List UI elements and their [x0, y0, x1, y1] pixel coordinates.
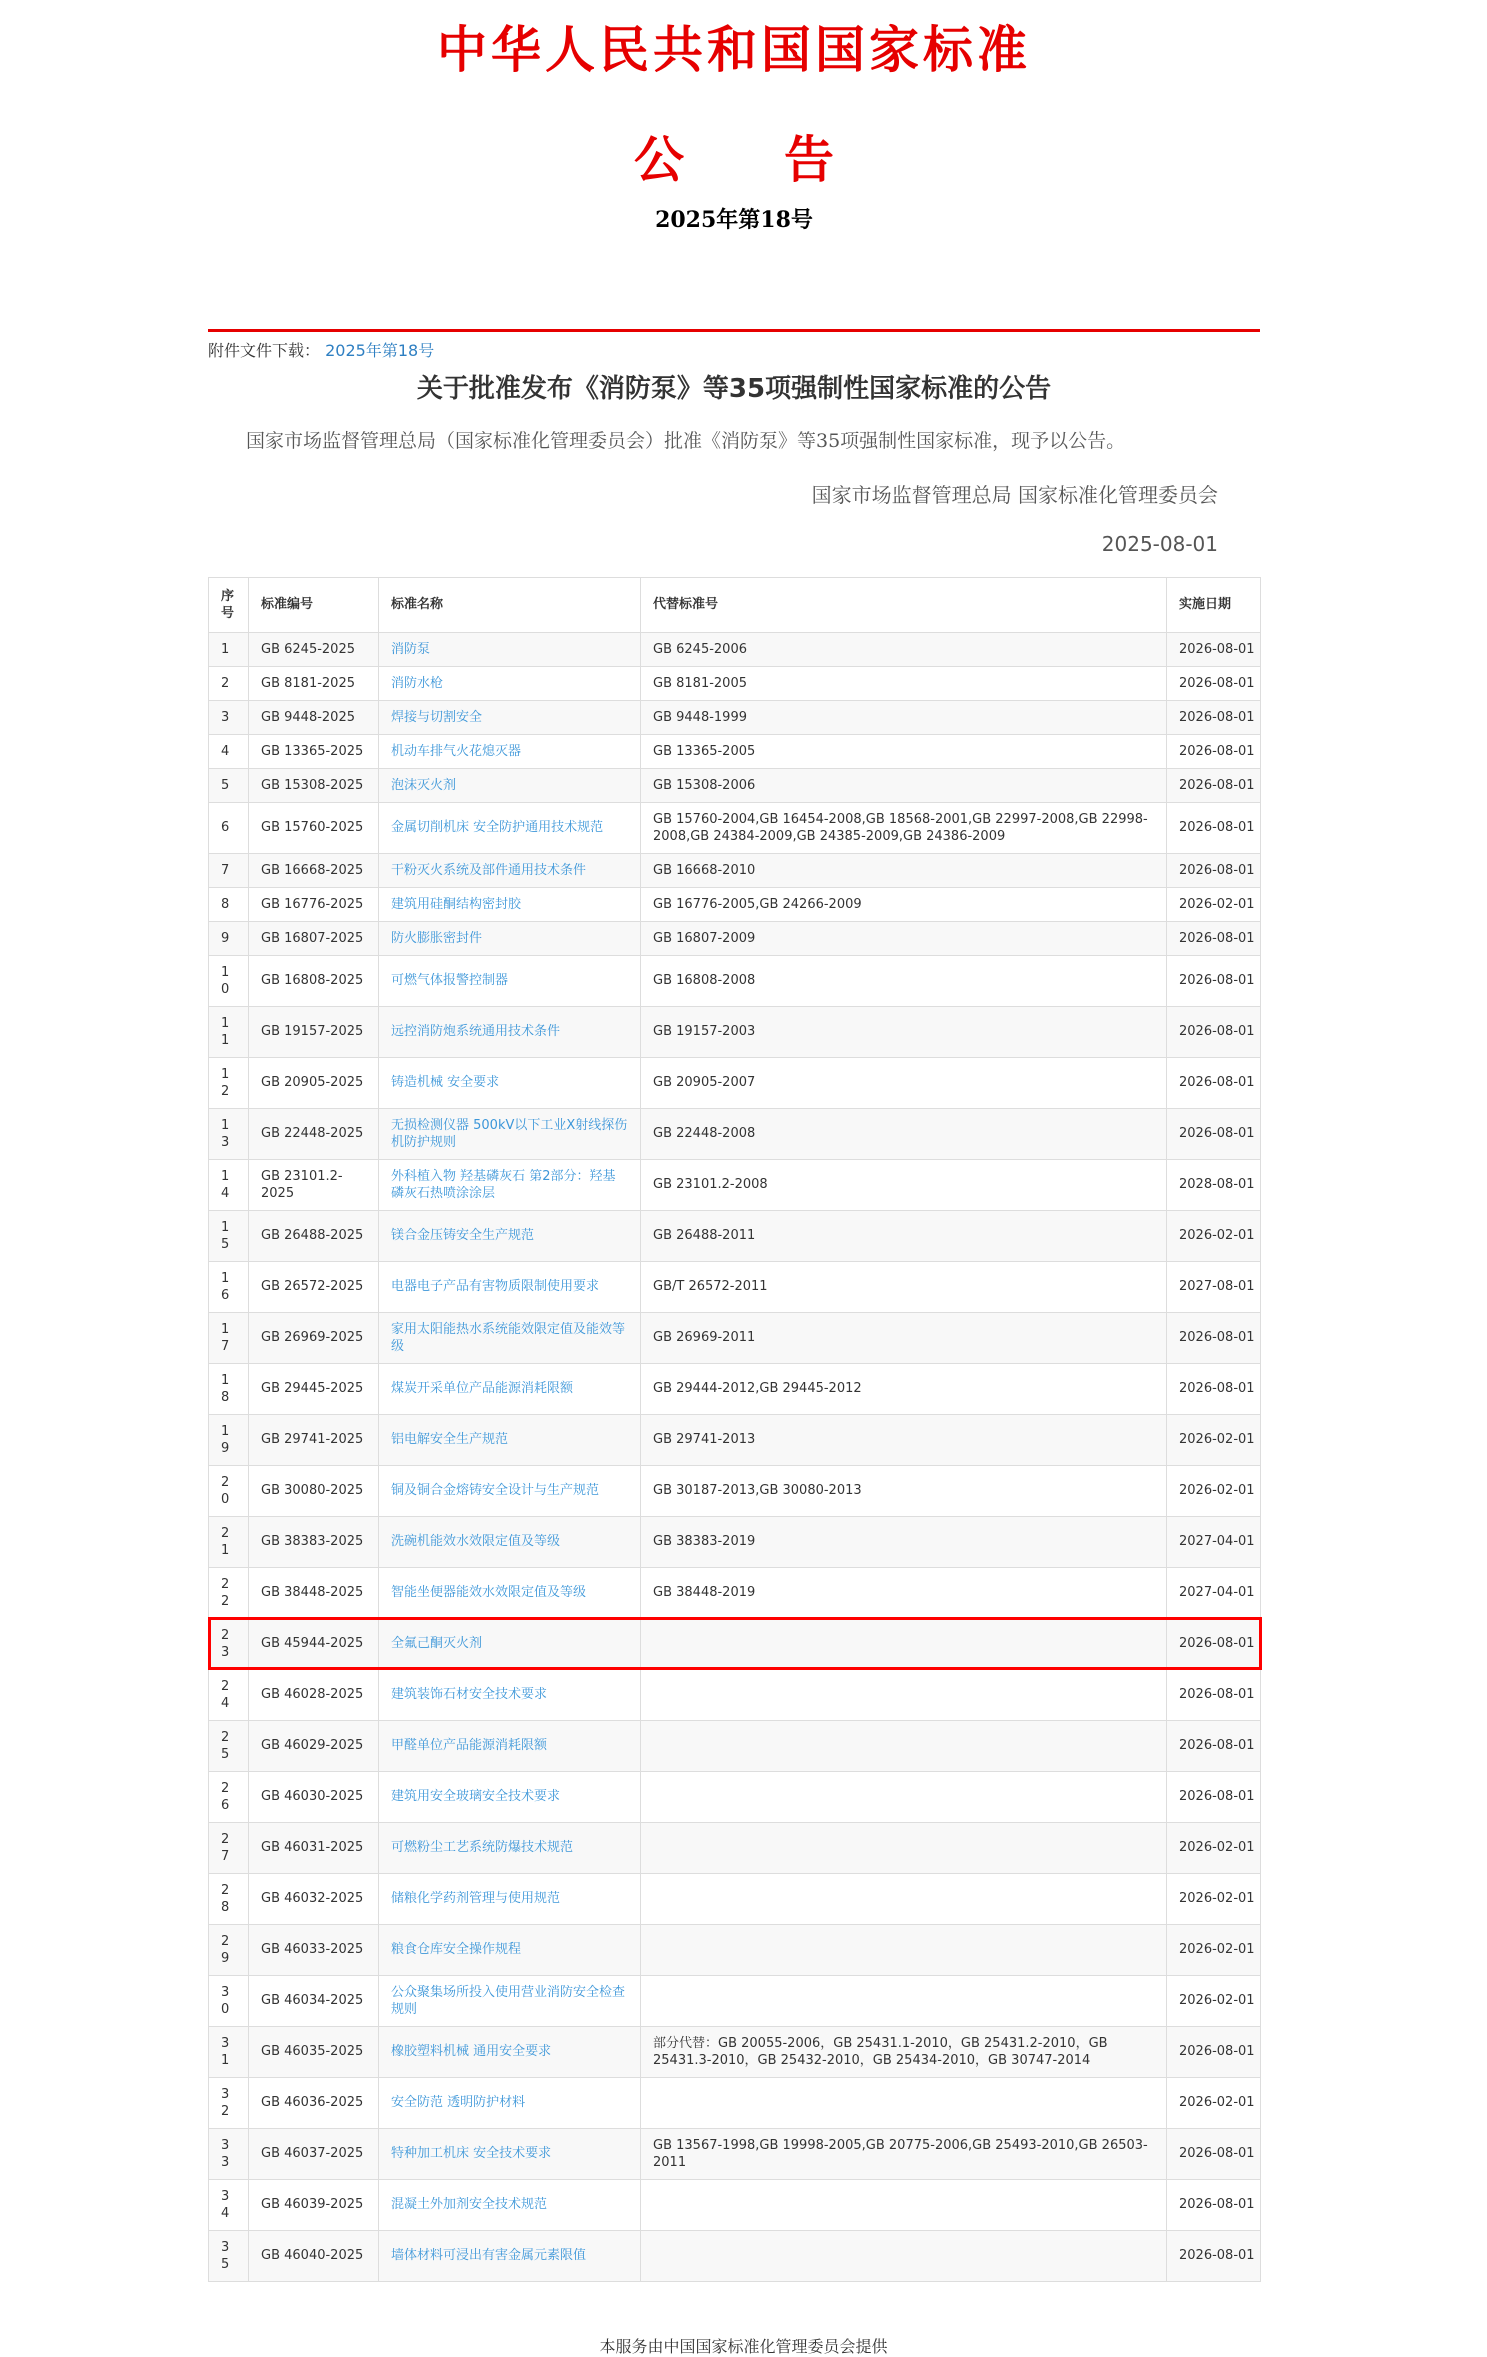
- standard-name-cell: [379, 1771, 641, 1822]
- standard-name-link[interactable]: 全氟己酮灭火剂: [391, 1636, 483, 1652]
- implementation-date-cell: 2026-02-01: [1167, 1924, 1261, 1975]
- standard-name-link[interactable]: 建筑装饰石材安全技术要求: [391, 1687, 548, 1703]
- row-number-cell: 14: [209, 1159, 249, 1210]
- row-number-cell: 13: [209, 1108, 249, 1159]
- row-number-cell: 28: [209, 1873, 249, 1924]
- row-number-cell: 18: [209, 1363, 249, 1414]
- row-number-cell: 2: [209, 666, 249, 700]
- standard-code-cell: GB 19157-2025: [249, 1006, 379, 1057]
- replaced-standards-cell: GB 16808-2008: [641, 955, 1167, 1006]
- row-number-cell: 11: [209, 1006, 249, 1057]
- col-header-code: 标准编号: [249, 577, 379, 632]
- replaced-standards-cell: GB 23101.2-2008: [641, 1159, 1167, 1210]
- replaced-standards-cell: GB 26488-2011: [641, 1210, 1167, 1261]
- standard-name-cell: [379, 1108, 641, 1159]
- standard-name-cell: [379, 2128, 641, 2179]
- table-row: [209, 887, 1261, 921]
- table-row-highlighted: [209, 1618, 1261, 1669]
- attachment-link[interactable]: 2025年第18号: [325, 341, 435, 361]
- implementation-date-cell: 2026-02-01: [1167, 1822, 1261, 1873]
- standard-name-link[interactable]: 智能坐便器能效水效限定值及等级: [391, 1585, 587, 1601]
- implementation-date-cell: 2026-08-01: [1167, 921, 1261, 955]
- replaced-standards-cell: GB 13567-1998,GB 19998-2005,GB 20775-2006,GB 25493-2010,GB 26503-2011: [641, 2128, 1167, 2179]
- standard-name-link[interactable]: 建筑用安全玻璃安全技术要求: [391, 1789, 561, 1805]
- implementation-date-cell: 2026-02-01: [1167, 1975, 1261, 2026]
- implementation-date-cell: 2026-02-01: [1167, 1414, 1261, 1465]
- standard-code-cell: GB 45944-2025: [249, 1618, 379, 1669]
- standard-code-cell: GB 38383-2025: [249, 1516, 379, 1567]
- replaced-standards-cell: GB/T 26572-2011: [641, 1261, 1167, 1312]
- replaced-standards-cell: GB 29741-2013: [641, 1414, 1167, 1465]
- standard-name-link[interactable]: 储粮化学药剂管理与使用规范: [391, 1891, 561, 1907]
- row-number-cell: 19: [209, 1414, 249, 1465]
- row-number-cell: 33: [209, 2128, 249, 2179]
- row-number-cell: 3: [209, 700, 249, 734]
- announcement-document: [208, 20, 1260, 2282]
- standard-name-cell: [379, 734, 641, 768]
- attachment-label: 附件文件下载：: [208, 341, 321, 361]
- standard-name-link[interactable]: 粮食仓库安全操作规程: [391, 1942, 522, 1958]
- standard-name-cell: [379, 1261, 641, 1312]
- table-row: [209, 1414, 1261, 1465]
- table-row: [209, 921, 1261, 955]
- standard-name-link[interactable]: 铸造机械 安全要求: [391, 1075, 500, 1091]
- standard-code-cell: GB 46028-2025: [249, 1669, 379, 1720]
- standard-code-cell: GB 16807-2025: [249, 921, 379, 955]
- row-number-cell: 7: [209, 853, 249, 887]
- standard-code-cell: GB 16808-2025: [249, 955, 379, 1006]
- standard-code-cell: GB 38448-2025: [249, 1567, 379, 1618]
- implementation-date-cell: 2026-08-01: [1167, 955, 1261, 1006]
- replaced-standards-cell: [641, 1873, 1167, 1924]
- table-row: [209, 1465, 1261, 1516]
- standard-name-link[interactable]: 消防水枪: [391, 675, 444, 691]
- replaced-standards-cell: GB 16807-2009: [641, 921, 1167, 955]
- row-number-cell: 30: [209, 1975, 249, 2026]
- standard-code-cell: GB 16776-2025: [249, 887, 379, 921]
- row-number-cell: 17: [209, 1312, 249, 1363]
- replaced-standards-cell: GB 22448-2008: [641, 1108, 1167, 1159]
- col-header-index: 序号: [209, 577, 249, 632]
- row-number-cell: 21: [209, 1516, 249, 1567]
- standard-name-link[interactable]: 特种加工机床 安全技术要求: [391, 2146, 552, 2162]
- standard-name-link[interactable]: 可燃粉尘工艺系统防爆技术规范: [391, 1840, 574, 1856]
- issue-date: 2025-08-01: [1101, 531, 1218, 556]
- replaced-standards-cell: GB 20905-2007: [641, 1057, 1167, 1108]
- row-number-cell: 29: [209, 1924, 249, 1975]
- table-row: [209, 1108, 1261, 1159]
- replaced-standards-cell: [641, 1618, 1167, 1669]
- implementation-date-cell: 2026-08-01: [1167, 1720, 1261, 1771]
- implementation-date-cell: 2026-08-01: [1167, 1618, 1261, 1669]
- table-row: [209, 1822, 1261, 1873]
- standard-name-link[interactable]: 家用太阳能热水系统能效限定值及能效等级: [391, 1321, 626, 1354]
- implementation-date-cell: 2026-08-01: [1167, 802, 1261, 853]
- row-number-cell: 23: [209, 1618, 249, 1669]
- table-row: [209, 632, 1261, 666]
- standard-name-link[interactable]: 铜及铜合金熔铸安全设计与生产规范: [391, 1483, 600, 1499]
- table-row: [209, 1006, 1261, 1057]
- implementation-date-cell: 2028-08-01: [1167, 1159, 1261, 1210]
- standard-name-cell: [379, 1465, 641, 1516]
- row-number-cell: 32: [209, 2077, 249, 2128]
- row-number-cell: 12: [209, 1057, 249, 1108]
- replaced-standards-cell: GB 30187-2013,GB 30080-2013: [641, 1465, 1167, 1516]
- row-number-cell: 8: [209, 887, 249, 921]
- replaced-standards-cell: [641, 2077, 1167, 2128]
- replaced-standards-cell: GB 26969-2011: [641, 1312, 1167, 1363]
- replaced-standards-cell: GB 16668-2010: [641, 853, 1167, 887]
- standard-name-link[interactable]: 墙体材料可浸出有害金属元素限值: [391, 2248, 587, 2264]
- standard-name-link[interactable]: 防火膨胀密封件: [391, 930, 483, 946]
- standard-name-link[interactable]: 机动车排气火花熄灭器: [391, 743, 522, 759]
- standard-name-cell: [379, 1822, 641, 1873]
- standard-name-cell: [379, 887, 641, 921]
- standard-name-cell: [379, 802, 641, 853]
- standard-name-cell: [379, 666, 641, 700]
- notice-title: 关于批准发布《消防泵》等35项强制性国家标准的公告: [416, 374, 1052, 405]
- standard-name-cell: [379, 853, 641, 887]
- implementation-date-cell: 2027-08-01: [1167, 1261, 1261, 1312]
- implementation-date-cell: 2026-02-01: [1167, 2077, 1261, 2128]
- replaced-standards-cell: [641, 1924, 1167, 1975]
- implementation-date-cell: 2026-08-01: [1167, 2179, 1261, 2230]
- implementation-date-cell: 2026-08-01: [1167, 2128, 1261, 2179]
- standard-code-cell: GB 16668-2025: [249, 853, 379, 887]
- implementation-date-cell: 2026-08-01: [1167, 1108, 1261, 1159]
- standard-name-cell: [379, 1924, 641, 1975]
- standard-code-cell: GB 6245-2025: [249, 632, 379, 666]
- table-row: [209, 1567, 1261, 1618]
- standard-code-cell: GB 22448-2025: [249, 1108, 379, 1159]
- implementation-date-cell: 2026-08-01: [1167, 1669, 1261, 1720]
- standard-name-link[interactable]: 煤炭开采单位产品能源消耗限额: [391, 1381, 574, 1397]
- table-row: [209, 1924, 1261, 1975]
- standard-name-cell: [379, 1057, 641, 1108]
- standard-code-cell: GB 46037-2025: [249, 2128, 379, 2179]
- standard-code-cell: GB 46035-2025: [249, 2026, 379, 2077]
- replaced-standards-cell: [641, 1720, 1167, 1771]
- standard-name-cell: [379, 955, 641, 1006]
- standard-name-link[interactable]: 建筑用硅酮结构密封胶: [391, 896, 522, 912]
- standard-name-link[interactable]: 焊接与切割安全: [391, 709, 483, 725]
- standards-table-body: [209, 632, 1261, 2281]
- replaced-standards-cell: GB 8181-2005: [641, 666, 1167, 700]
- standard-name-cell: [379, 1312, 641, 1363]
- implementation-date-cell: 2026-08-01: [1167, 1312, 1261, 1363]
- table-row: [209, 2128, 1261, 2179]
- table-row: [209, 1516, 1261, 1567]
- footer-note: 本服务由中国国家标准化管理委员会提供: [599, 2336, 888, 2356]
- standard-name-cell: [379, 1873, 641, 1924]
- standard-name-link[interactable]: 泡沫灭火剂: [391, 777, 457, 793]
- row-number-cell: 6: [209, 802, 249, 853]
- standard-name-link[interactable]: 可燃气体报警控制器: [391, 973, 509, 989]
- standard-name-cell: [379, 921, 641, 955]
- notice-body: 国家市场监督管理总局（国家标准化管理委员会）批准《消防泵》等35项强制性国家标准，现予以公告。: [246, 430, 1126, 453]
- standard-code-cell: GB 46034-2025: [249, 1975, 379, 2026]
- implementation-date-cell: 2026-08-01: [1167, 853, 1261, 887]
- issuer-line: 国家市场监督管理总局 国家标准化管理委员会: [811, 482, 1218, 507]
- implementation-date-cell: 2026-08-01: [1167, 2230, 1261, 2281]
- replaced-standards-cell: GB 6245-2006: [641, 632, 1167, 666]
- standard-name-link[interactable]: 外科植入物 羟基磷灰石 第2部分：羟基磷灰石热喷涂涂层: [391, 1168, 616, 1201]
- standard-code-cell: GB 13365-2025: [249, 734, 379, 768]
- table-row: [209, 1261, 1261, 1312]
- standard-name-cell: [379, 2077, 641, 2128]
- table-row: [209, 1159, 1261, 1210]
- table-row: [209, 2179, 1261, 2230]
- replaced-standards-cell: [641, 2179, 1167, 2230]
- replaced-standards-cell: [641, 1822, 1167, 1873]
- standard-name-cell: [379, 2026, 641, 2077]
- replaced-standards-cell: 部分代替：GB 20055-2006，GB 25431.1-2010，GB 25431.2-2010，GB 25431.3-2010，GB 25432-2010，GB 25434-2010，GB 30747-2014: [641, 2026, 1167, 2077]
- implementation-date-cell: 2026-08-01: [1167, 1057, 1261, 1108]
- implementation-date-cell: 2026-08-01: [1167, 768, 1261, 802]
- standard-name-cell: [379, 1567, 641, 1618]
- standard-name-link[interactable]: 镁合金压铸安全生产规范: [391, 1228, 535, 1244]
- table-row: [209, 1057, 1261, 1108]
- standard-name-link[interactable]: 公众聚集场所投入使用营业消防安全检查规则: [391, 1984, 626, 2017]
- replaced-standards-cell: [641, 1771, 1167, 1822]
- implementation-date-cell: 2026-08-01: [1167, 666, 1261, 700]
- col-header-replaces: 代替标准号: [641, 577, 1167, 632]
- standard-code-cell: GB 29445-2025: [249, 1363, 379, 1414]
- standard-code-cell: GB 8181-2025: [249, 666, 379, 700]
- table-row: [209, 734, 1261, 768]
- standard-code-cell: GB 23101.2-2025: [249, 1159, 379, 1210]
- row-number-cell: 34: [209, 2179, 249, 2230]
- implementation-date-cell: 2026-08-01: [1167, 1006, 1261, 1057]
- standard-code-cell: GB 46032-2025: [249, 1873, 379, 1924]
- implementation-date-cell: 2026-08-01: [1167, 632, 1261, 666]
- standard-name-link[interactable]: 干粉灭火系统及部件通用技术条件: [391, 862, 587, 878]
- implementation-date-cell: 2026-02-01: [1167, 1210, 1261, 1261]
- standard-name-cell: [379, 2230, 641, 2281]
- row-number-cell: 26: [209, 1771, 249, 1822]
- standard-code-cell: GB 26969-2025: [249, 1312, 379, 1363]
- table-row: [209, 1771, 1261, 1822]
- standard-name-cell: [379, 1618, 641, 1669]
- replaced-standards-cell: [641, 2230, 1167, 2281]
- replaced-standards-cell: GB 13365-2005: [641, 734, 1167, 768]
- row-number-cell: 5: [209, 768, 249, 802]
- table-row: [209, 802, 1261, 853]
- standard-name-cell: [379, 1414, 641, 1465]
- standard-code-cell: GB 46033-2025: [249, 1924, 379, 1975]
- replaced-standards-cell: GB 19157-2003: [641, 1006, 1167, 1057]
- attachment-bar: [208, 329, 1260, 362]
- row-number-cell: 24: [209, 1669, 249, 1720]
- replaced-standards-cell: GB 9448-1999: [641, 700, 1167, 734]
- standard-code-cell: GB 30080-2025: [249, 1465, 379, 1516]
- standard-name-link[interactable]: 甲醛单位产品能源消耗限额: [391, 1738, 548, 1754]
- replaced-standards-cell: GB 29444-2012,GB 29445-2012: [641, 1363, 1167, 1414]
- row-number-cell: 22: [209, 1567, 249, 1618]
- table-row: [209, 2230, 1261, 2281]
- standard-name-link[interactable]: 电器电子产品有害物质限制使用要求: [391, 1279, 600, 1295]
- standard-name-link[interactable]: 金属切削机床 安全防护通用技术规范: [391, 820, 604, 836]
- implementation-date-cell: 2026-02-01: [1167, 1873, 1261, 1924]
- standard-name-cell: [379, 1210, 641, 1261]
- col-header-date: 实施日期: [1167, 577, 1261, 632]
- row-number-cell: 10: [209, 955, 249, 1006]
- standard-code-cell: GB 20905-2025: [249, 1057, 379, 1108]
- table-header-row: [209, 577, 1261, 632]
- standard-code-cell: GB 46029-2025: [249, 1720, 379, 1771]
- standard-code-cell: GB 26488-2025: [249, 1210, 379, 1261]
- table-row: [209, 700, 1261, 734]
- page-subtitle: 公 告: [634, 130, 834, 189]
- standard-name-cell: [379, 1363, 641, 1414]
- table-row: [209, 666, 1261, 700]
- standard-name-link[interactable]: 混凝土外加剂安全技术规范: [391, 2197, 548, 2213]
- standard-code-cell: GB 46031-2025: [249, 1822, 379, 1873]
- replaced-standards-cell: GB 38383-2019: [641, 1516, 1167, 1567]
- col-header-name: 标准名称: [379, 577, 641, 632]
- standard-code-cell: GB 46039-2025: [249, 2179, 379, 2230]
- standard-name-link[interactable]: 洗碗机能效水效限定值及等级: [391, 1534, 561, 1550]
- standard-name-link[interactable]: 远控消防炮系统通用技术条件: [391, 1024, 561, 1040]
- row-number-cell: 1: [209, 632, 249, 666]
- table-row: [209, 1210, 1261, 1261]
- standard-code-cell: GB 9448-2025: [249, 700, 379, 734]
- implementation-date-cell: 2026-02-01: [1167, 887, 1261, 921]
- replaced-standards-cell: [641, 1669, 1167, 1720]
- row-number-cell: 16: [209, 1261, 249, 1312]
- row-number-cell: 27: [209, 1822, 249, 1873]
- implementation-date-cell: 2026-02-01: [1167, 1465, 1261, 1516]
- row-number-cell: 4: [209, 734, 249, 768]
- standard-name-cell: [379, 1006, 641, 1057]
- standard-name-cell: [379, 632, 641, 666]
- standard-name-link[interactable]: 安全防范 透明防护材料: [391, 2095, 526, 2111]
- implementation-date-cell: 2026-08-01: [1167, 700, 1261, 734]
- row-number-cell: 9: [209, 921, 249, 955]
- row-number-cell: 15: [209, 1210, 249, 1261]
- standard-name-link[interactable]: 消防泵: [391, 641, 431, 657]
- table-row: [209, 1720, 1261, 1771]
- standard-name-cell: [379, 1159, 641, 1210]
- row-number-cell: 20: [209, 1465, 249, 1516]
- issue-number: 2025年第18号: [655, 207, 813, 233]
- standard-code-cell: GB 15308-2025: [249, 768, 379, 802]
- page-title: 中华人民共和国国家标准: [437, 20, 1031, 79]
- standard-name-cell: [379, 1669, 641, 1720]
- implementation-date-cell: 2026-08-01: [1167, 2026, 1261, 2077]
- standard-name-cell: [379, 768, 641, 802]
- table-row: [209, 768, 1261, 802]
- replaced-standards-cell: GB 15308-2006: [641, 768, 1167, 802]
- standard-name-cell: [379, 700, 641, 734]
- standard-code-cell: GB 46030-2025: [249, 1771, 379, 1822]
- table-row: [209, 2077, 1261, 2128]
- standards-table: [208, 577, 1261, 2282]
- standard-code-cell: GB 15760-2025: [249, 802, 379, 853]
- table-row: [209, 1363, 1261, 1414]
- row-number-cell: 31: [209, 2026, 249, 2077]
- implementation-date-cell: 2026-08-01: [1167, 1771, 1261, 1822]
- replaced-standards-cell: GB 15760-2004,GB 16454-2008,GB 18568-2001,GB 22997-2008,GB 22998-2008,GB 24384-2009,GB 24385-2009,GB 24386-2009: [641, 802, 1167, 853]
- table-row: [209, 2026, 1261, 2077]
- standard-name-link[interactable]: 铝电解安全生产规范: [391, 1432, 509, 1448]
- standard-name-cell: [379, 2179, 641, 2230]
- implementation-date-cell: 2026-08-01: [1167, 1363, 1261, 1414]
- implementation-date-cell: 2027-04-01: [1167, 1516, 1261, 1567]
- replaced-standards-cell: GB 16776-2005,GB 24266-2009: [641, 887, 1167, 921]
- implementation-date-cell: 2026-08-01: [1167, 734, 1261, 768]
- table-row: [209, 1669, 1261, 1720]
- table-row: [209, 955, 1261, 1006]
- table-row: [209, 1873, 1261, 1924]
- standard-name-link[interactable]: 无损检测仪器 500kV以下工业X射线探伤机防护规则: [391, 1117, 628, 1150]
- row-number-cell: 25: [209, 1720, 249, 1771]
- table-row: [209, 853, 1261, 887]
- table-row: [209, 1312, 1261, 1363]
- standard-code-cell: GB 46040-2025: [249, 2230, 379, 2281]
- standard-name-cell: [379, 1516, 641, 1567]
- standard-code-cell: GB 26572-2025: [249, 1261, 379, 1312]
- replaced-standards-cell: GB 38448-2019: [641, 1567, 1167, 1618]
- standard-name-cell: [379, 1720, 641, 1771]
- standard-code-cell: GB 46036-2025: [249, 2077, 379, 2128]
- standard-name-link[interactable]: 橡胶塑料机械 通用安全要求: [391, 2044, 552, 2060]
- implementation-date-cell: 2027-04-01: [1167, 1567, 1261, 1618]
- standard-code-cell: GB 29741-2025: [249, 1414, 379, 1465]
- row-number-cell: 35: [209, 2230, 249, 2281]
